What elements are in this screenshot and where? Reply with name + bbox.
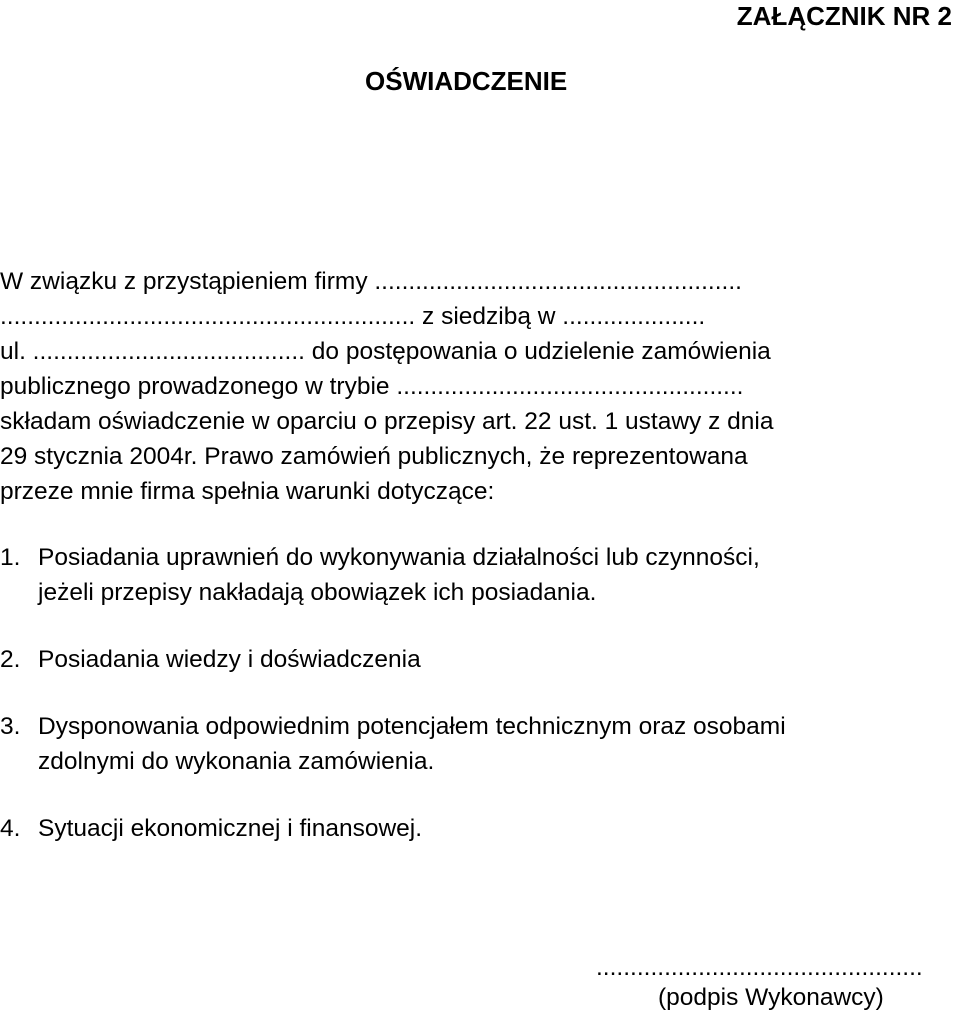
signature-line: ................................................ <box>596 954 923 981</box>
condition-item-1 <box>0 540 960 610</box>
item-text-continued: zdolnymi do wykonania zamówienia. <box>38 748 435 775</box>
document-title: OŚWIADCZENIE <box>365 66 568 96</box>
item-text: Dysponowania odpowiednim potencjałem technicznym oraz osobami <box>38 713 786 740</box>
intro-line: przeze mnie firma spełnia warunki dotyczące: <box>0 478 495 505</box>
item-text: Sytuacji ekonomicznej i finansowej. <box>38 815 423 842</box>
item-number: 1. <box>0 544 21 571</box>
intro-line: W związku z przystąpieniem firmy ...................................................... <box>0 268 742 295</box>
item-text-continued: jeżeli przepisy nakładają obowiązek ich posiadania. <box>38 579 597 606</box>
item-text: Posiadania uprawnień do wykonywania działalności lub czynności, <box>38 544 760 571</box>
condition-item-3 <box>0 709 960 779</box>
condition-item-2 <box>0 642 960 677</box>
intro-line: składam oświadczenie w oparciu o przepisy art. 22 ust. 1 ustawy z dnia <box>0 408 774 435</box>
intro-line: publicznego prowadzonego w trybie ................................................... <box>0 373 744 400</box>
condition-item-4 <box>0 811 960 846</box>
intro-line: 29 stycznia 2004r. Prawo zamówień publicznych, że reprezentowana <box>0 443 748 470</box>
annex-heading: ZAŁĄCZNIK NR 2 <box>736 1 952 31</box>
signature-label: (podpis Wykonawcy) <box>658 984 884 1011</box>
intro-line: ............................................................. z siedzibą w ..................... <box>0 303 706 330</box>
intro-paragraph <box>0 264 960 509</box>
item-number: 3. <box>0 713 21 740</box>
intro-line: ul. ........................................ do postępowania o udzielenie zamówienia <box>0 338 771 365</box>
item-text: Posiadania wiedzy i doświadczenia <box>38 646 421 673</box>
item-number: 4. <box>0 815 21 842</box>
item-number: 2. <box>0 646 21 673</box>
